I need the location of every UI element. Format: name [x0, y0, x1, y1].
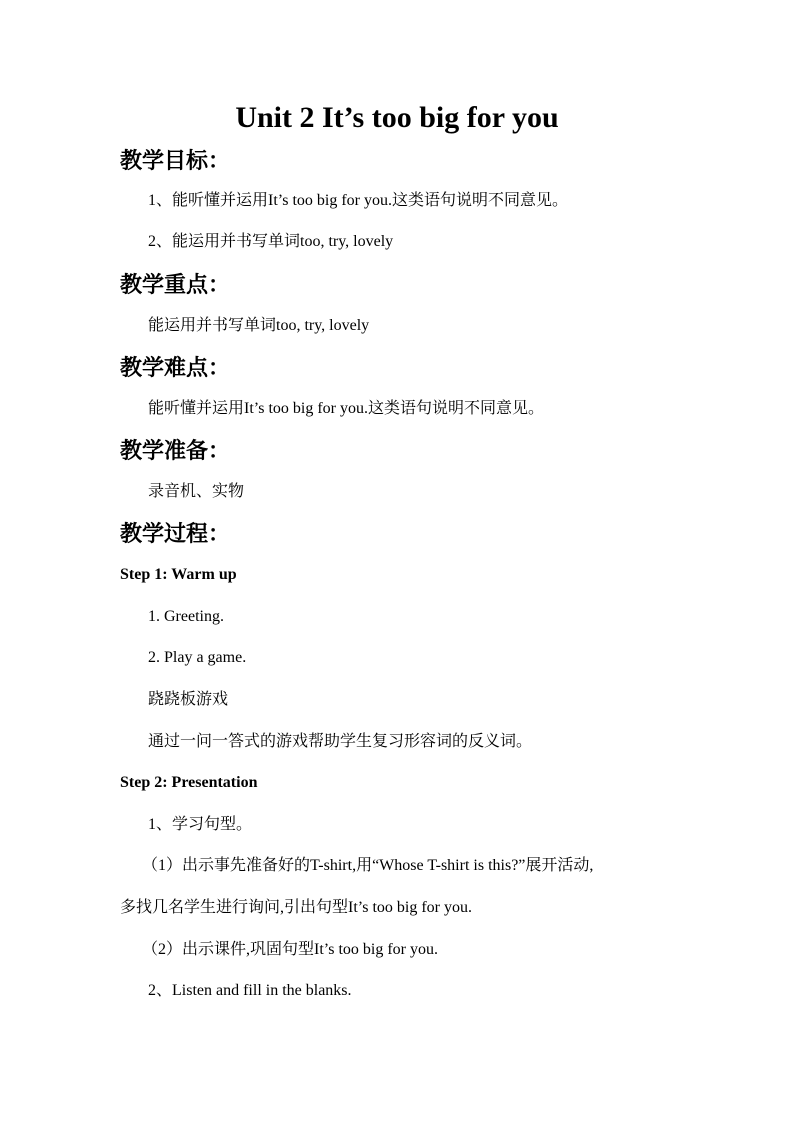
page-title: Unit 2 It’s too big for you: [235, 101, 559, 134]
step-2-line-4: （2）出示课件,巩固句型It’s too big for you.: [142, 941, 438, 958]
goal-item-1: 1、能听懂并运用It’s too big for you.这类语句说明不同意见。: [148, 192, 568, 209]
step-2-line-1: 1、学习句型。: [148, 816, 253, 833]
step-2-line-5: 2、Listen and fill in the blanks.: [148, 982, 352, 999]
heading-goals: 教学目标：: [120, 148, 231, 173]
preparation-text: 录音机、实物: [148, 483, 245, 500]
step-1-title: Step 1: Warm up: [120, 566, 237, 583]
difficulties-text: 能听懂并运用It’s too big for you.这类语句说明不同意见。: [148, 400, 544, 417]
step-1-line-4: 通过一问一答式的游戏帮助学生复习形容词的反义词。: [148, 733, 533, 750]
heading-key-points: 教学重点：: [120, 272, 231, 297]
heading-preparation: 教学准备：: [120, 438, 231, 463]
goal-item-2: 2、能运用并书写单词too, try, lovely: [148, 233, 394, 250]
key-points-text: 能运用并书写单词too, try, lovely: [148, 317, 370, 334]
step-2-line-2: （1）出示事先准备好的T-shirt,用“Whose T-shirt is this?”展开活动,: [142, 857, 594, 874]
step-2-line-3: 多找几名学生进行询问,引出句型It’s too big for you.: [120, 899, 472, 916]
heading-process: 教学过程：: [120, 521, 231, 546]
step-1-line-1: 1. Greeting.: [148, 608, 224, 625]
heading-difficulties: 教学难点：: [120, 355, 231, 380]
step-1-line-3: 跷跷板游戏: [148, 691, 229, 708]
step-2-title: Step 2: Presentation: [120, 774, 258, 791]
step-1-line-2: 2. Play a game.: [148, 649, 247, 666]
